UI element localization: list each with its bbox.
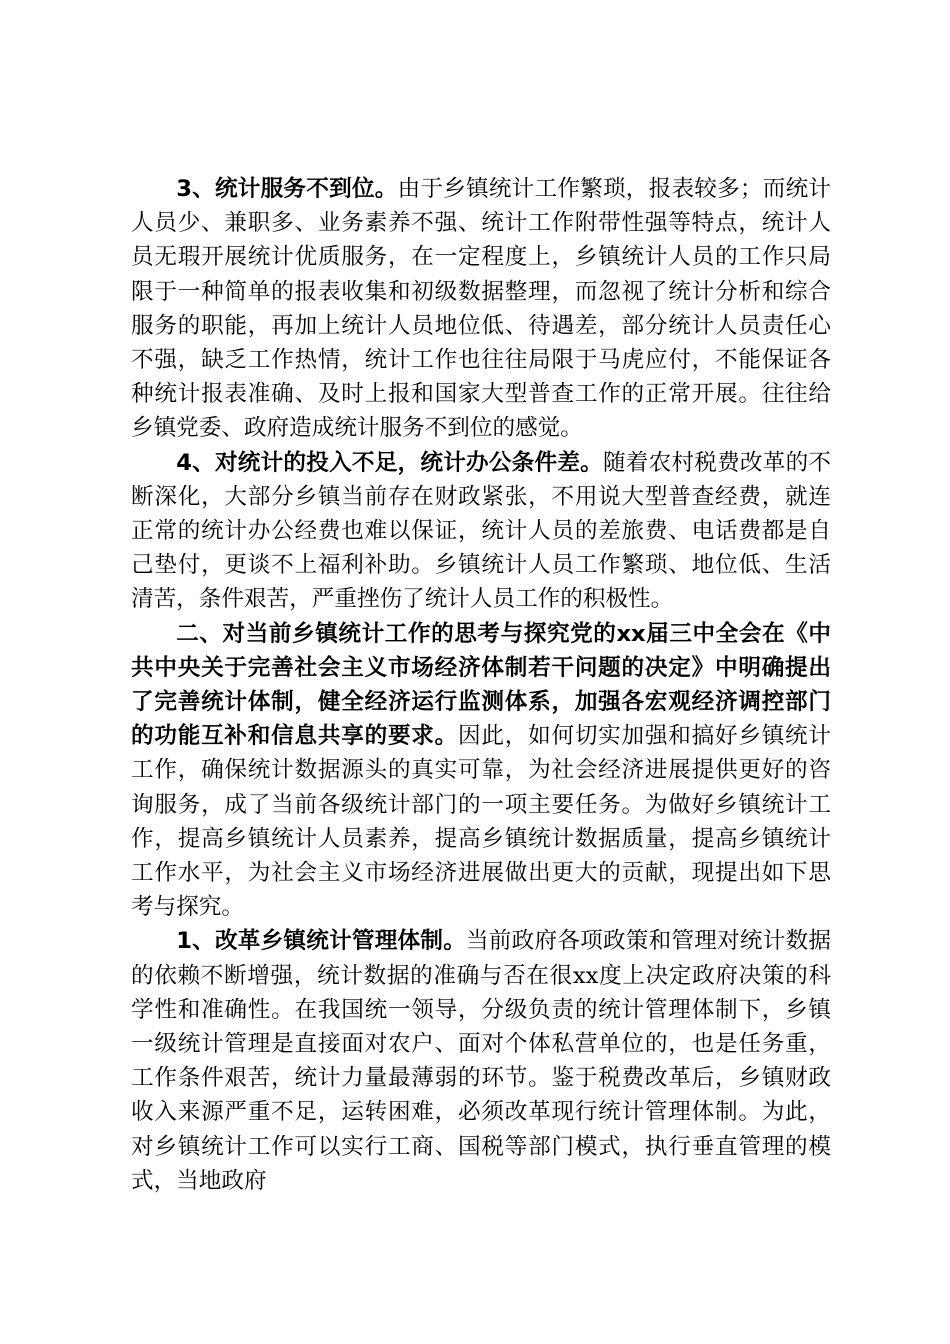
section-heading: 二、对当前乡镇统计工作的思考与探究党的xx届三中全会在《中共中央关于完善社会主义市场经济体制若干问题的决定》中明确提出了完善统计体制，健全经济运行监测体系，加强各宏观经济调控部门的功能互补和信息共享的要求。 [131,620,831,750]
paragraph-body: 随着农村税费改革的不断深化，大部分乡镇当前存在财政紧张，不用说大型普查经费，就连正常的统计办公经费也难以保证，统计人员的差旅费、电话费都是自己垫付，更谈不上福利补助。乡镇统计人员工作繁琐、地位低、生活清苦，条件艰苦，严重挫伤了统计人员工作的积极性。 [131,449,831,613]
document-page [131,172,831,1198]
paragraph-body: 当前政府各项政策和管理对统计数据的依赖不断增强，统计数据的准确与否在很xx度上决定政府决策的科学性和准确性。在我国统一领导，分级负责的统计管理体制下，乡镇一级统计管理是直接面对农户、面对个体私营单位的，也是任务重，工作条件艰苦，统计力量最薄弱的环节。鉴于税费改革后，乡镇财政收入来源严重不足，运转困难，必须改革现行统计管理体制。为此，对乡镇统计工作可以实行工商、国税等部门模式，执行垂直管理的模式，当地政府 [131,928,831,1194]
paragraph-body: 因此，如何切实加强和搞好乡镇统计工作，确保统计数据源头的真实可靠，为社会经济进展提供更好的咨询服务，成了当前各级统计部门的一项主要任务。为做好乡镇统计工作，提高乡镇统计人员素养，提高乡镇统计数据质量，提高乡镇统计工作水平，为社会主义市场经济进展做出更大的贡献，现提出如下思考与探究。 [131,723,832,921]
paragraph-heading: 1、改革乡镇统计管理体制。 [176,928,467,955]
paragraph-investment [131,446,831,617]
paragraph-heading: 3、统计服务不到位。 [176,176,398,202]
paragraph-service [131,172,831,446]
paragraph-body: 由于乡镇统计工作繁琐，报表较多；而统计人员少、兼职多、业务素养不强、统计工作附带性强等特点，统计人员无瑕开展统计优质服务，在一定程度上，乡镇统计人员的工作只局限于一种简单的报表收集和初级数据整理，而忽视了统计分析和综合服务的职能，再加上统计人员地位低、待遇差，部分统计人员责任心不强，缺乏工作热情，统计工作也往往局限于马虎应付，不能保证各种统计报表准确、及时上报和国家大型普查工作的正常开展。往往给乡镇党委、政府造成统计服务不到位的感觉。 [131,176,831,442]
paragraph-heading: 4、对统计的投入不足，统计办公条件差。 [176,449,603,476]
paragraph-section-two [131,617,831,925]
paragraph-reform [131,924,831,1198]
